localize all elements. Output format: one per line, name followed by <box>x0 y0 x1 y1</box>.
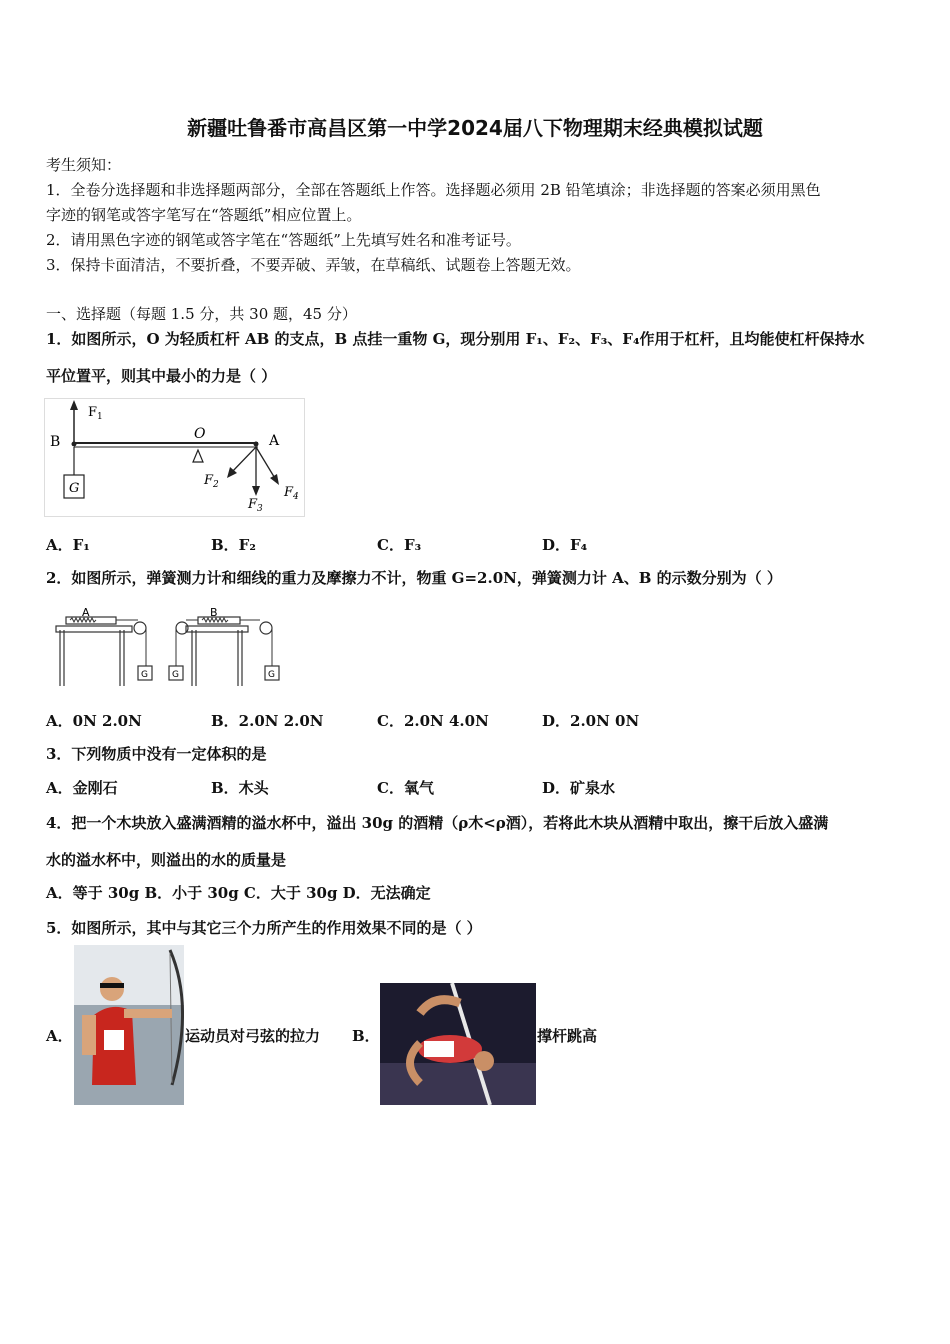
q3-option-b[interactable]: B．木头 <box>211 779 269 797</box>
notice-line-1a: 1．全卷分选择题和非选择题两部分，全部在答题纸上作答。选择题必须用 2B 铅笔填涂；非选择题的答案必须用黑色 <box>46 181 821 199</box>
q3-option-d[interactable]: D．矿泉水 <box>542 779 616 797</box>
pole-vault-photo <box>380 983 536 1105</box>
q2-option-c[interactable]: C．2.0N 4.0N <box>377 712 489 730</box>
point-b-label: B <box>50 434 61 450</box>
f3-sub: 3 <box>257 504 263 514</box>
notice-heading: 考生须知： <box>46 156 122 174</box>
weight-g-label: G <box>69 481 80 496</box>
notice-line-3: 3．保持卡面清洁，不要折叠，不要弄破、弄皱，在草稿纸、试题卷上答题无效。 <box>46 256 581 274</box>
notice-line-2: 2．请用黑色字迹的钢笔或答字笔在“答题纸”上先填写姓名和准考证号。 <box>46 231 521 249</box>
q5-option-a-label[interactable]: A． <box>46 1027 73 1045</box>
q4-options[interactable]: A．等于 30g B．小于 30g C．大于 30g D．无法确定 <box>46 884 431 902</box>
q3-stem: 3．下列物质中没有一定体积的是 <box>46 745 267 763</box>
page-title: 新疆吐鲁番市高昌区第一中学2024届八下物理期末经典模拟试题 <box>187 116 763 140</box>
q3-option-c[interactable]: C．氧气 <box>377 779 434 797</box>
f4-label: F <box>284 485 294 500</box>
lever-figure <box>44 398 306 518</box>
f2-label: F <box>204 473 214 488</box>
section-heading: 一、选择题（每题 1.5 分，共 30 题，45 分） <box>46 305 357 323</box>
weight-g-label-1: G <box>141 670 148 680</box>
q2-stem: 2．如图所示，弹簧测力计和细线的重力及摩擦力不计，物重 G=2.0N，弹簧测力计 A、B 的示数分别为（ ） <box>46 569 782 587</box>
q2-option-a[interactable]: A．0N 2.0N <box>46 712 142 730</box>
weight-g-label-2: G <box>172 670 179 680</box>
q5-option-b-label[interactable]: B． <box>352 1027 380 1045</box>
svg-text:F4 <box>283 485 299 502</box>
f4-sub: 4 <box>293 492 299 502</box>
q2-option-d[interactable]: D．2.0N 0N <box>542 712 640 730</box>
notice-line-1b: 字迹的钢笔或答字笔写在“答题纸”相应位置上。 <box>46 206 362 224</box>
pivot-o-label: O <box>194 426 206 442</box>
svg-text:F2 <box>203 473 219 490</box>
q5-option-a-text: 运动员对弓弦的拉力 <box>185 1027 321 1045</box>
q4-line-1: 4．把一个木块放入盛满酒精的溢水杯中，溢出 30g 的酒精（ρ木<ρ酒），若将此木块从酒精中取出，擦干后放入盛满 <box>46 814 829 832</box>
svg-text:F3 <box>247 497 263 514</box>
q5-stem: 5．如图所示，其中与其它三个力所产生的作用效果不同的是（ ） <box>46 919 482 937</box>
point-a-label: A <box>269 433 280 449</box>
weight-g-label-3: G <box>268 670 275 680</box>
q2-option-b[interactable]: B．2.0N 2.0N <box>211 712 324 730</box>
f1-label: F <box>88 405 98 420</box>
q1-option-d[interactable]: D．F₄ <box>542 536 588 554</box>
q1-line-2: 平位置平，则其中最小的力是（ ） <box>46 367 277 385</box>
archer-photo <box>74 945 184 1105</box>
q3-option-a[interactable]: A．金刚石 <box>46 779 118 797</box>
f3-label: F <box>248 497 258 512</box>
f1-sub: 1 <box>97 412 103 422</box>
q1-option-b[interactable]: B．F₂ <box>211 536 256 554</box>
scale-a-label: A <box>82 608 90 619</box>
q5-option-b-text: 撑杆跳高 <box>537 1027 598 1045</box>
svg-text:F1 <box>88 405 103 422</box>
q1-option-c[interactable]: C．F₃ <box>377 536 422 554</box>
f2-sub: 2 <box>213 480 219 490</box>
q4-line-2: 水的溢水杯中，则溢出的水的质量是 <box>46 851 287 869</box>
q1-option-a[interactable]: A．F₁ <box>46 536 90 554</box>
scale-b-label: B <box>210 608 218 619</box>
spring-scale-figure <box>52 608 292 690</box>
q1-line-1: 1．如图所示，O 为轻质杠杆 AB 的支点，B 点挂一重物 G，现分别用 F₁、F₂、F₃、F₄作用于杠杆，且均能使杠杆保持水 <box>46 330 865 348</box>
